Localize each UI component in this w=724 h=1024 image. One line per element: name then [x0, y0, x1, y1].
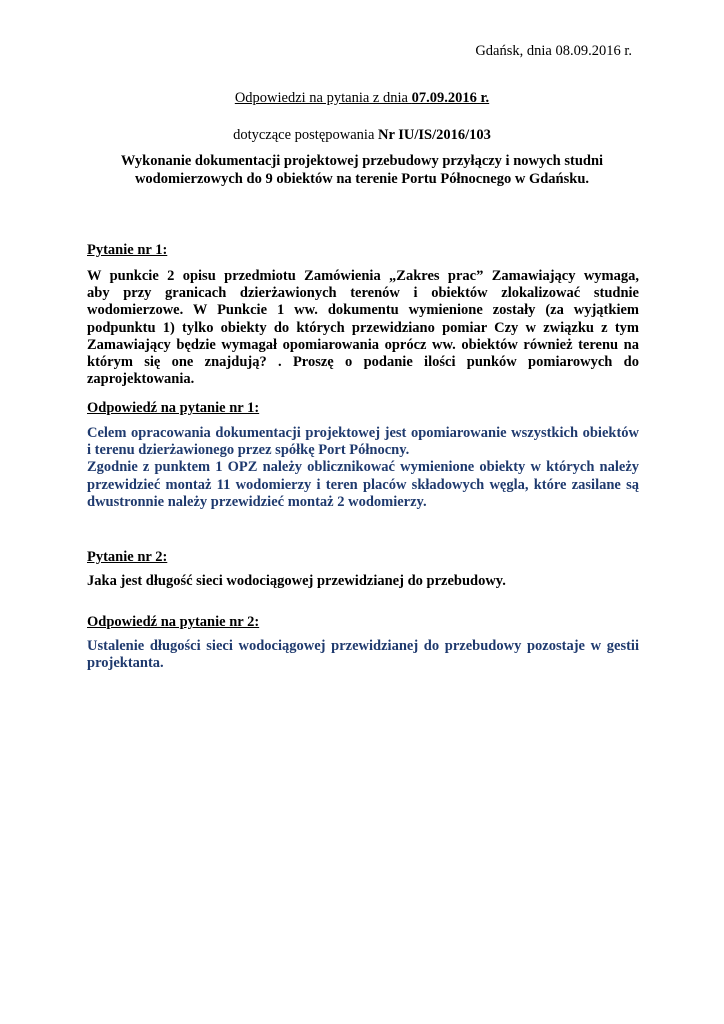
question-1-line: aby przy granicach dzierżawionych terenów i obiektów zlokalizować studnie	[87, 285, 639, 302]
answer-2-line: projektanta.	[87, 655, 164, 672]
answer-1-label: Odpowiedź na pytanie nr 1:	[87, 400, 260, 416]
title-date: 07.09.2016 r.	[411, 90, 490, 106]
question-1-text	[87, 268, 639, 388]
question-2-text	[87, 573, 639, 590]
question-1-line: Zamawiający będzie wymagał opomiarowania oprócz ww. obiektów również terenu na	[87, 336, 639, 353]
answer-1-line: dwustronnie należy przewidzieć montaż 2 wodomierzy.	[87, 493, 427, 510]
procedure-number: Nr IU/IS/2016/103	[378, 127, 491, 143]
answer-2-text	[87, 638, 639, 672]
question-2-label: Pytanie nr 2:	[87, 549, 168, 565]
document-subtitle	[0, 127, 724, 144]
answer-2-label: Odpowiedź na pytanie nr 2:	[87, 614, 260, 630]
answer-1-line: i terenu dzierżawionego przez spółkę Port Północny.	[87, 442, 410, 459]
question-1-line: W punkcie 2 opisu przedmiotu Zamówienia „Zakres prac” Zamawiający wymaga,	[87, 268, 639, 284]
answer-2-line: Ustalenie długości sieci wodociągowej przewidzianej do przebudowy pozostaje w gestii	[87, 638, 639, 654]
title-prefix: Odpowiedzi na pytania z dnia	[234, 90, 412, 106]
question-1-line: zaprojektowania.	[87, 371, 195, 388]
answer-1-line: Celem opracowania dokumentacji projektowej jest opomiarowanie wszystkich obiektów	[87, 425, 639, 441]
question-1-line: wodomierzowe. W Punkcie 1 ww. dokumentu wymienione zostały (za wyjątkiem	[87, 302, 639, 319]
answer-1-line: Zgodnie z punktem 1 OPZ należy oblicznikować wymienione obiekty w których należy	[87, 459, 639, 476]
heading-line: Wykonanie dokumentacji projektowej przebudowy przyłączy i nowych studni	[120, 153, 604, 169]
heading-line: wodomierzowych do 9 obiektów na terenie Portu Północnego w Gdańsku.	[134, 171, 590, 187]
question-1-line: którym się one znajdują? . Proszę o podanie ilości punków pomiarowych do	[87, 354, 639, 371]
question-1-label: Pytanie nr 1:	[87, 242, 168, 258]
question-2-line: Jaka jest długość sieci wodociągowej przewidzianej do przebudowy.	[87, 573, 506, 589]
answer-1-line: przewidzieć montaż 11 wodomierzy i teren placów składowych węgla, które zasilane są	[87, 476, 639, 493]
date-line: Gdańsk, dnia 08.09.2016 r.	[475, 43, 632, 59]
subject-heading	[80, 152, 644, 188]
subtitle-prefix: dotyczące postępowania	[233, 127, 378, 143]
answer-1-text	[87, 425, 639, 511]
question-1-line: podpunktu 1) tylko obiekty do których przewidziano pomiar Czy w związku z tym	[87, 319, 639, 336]
document-title	[0, 90, 724, 107]
